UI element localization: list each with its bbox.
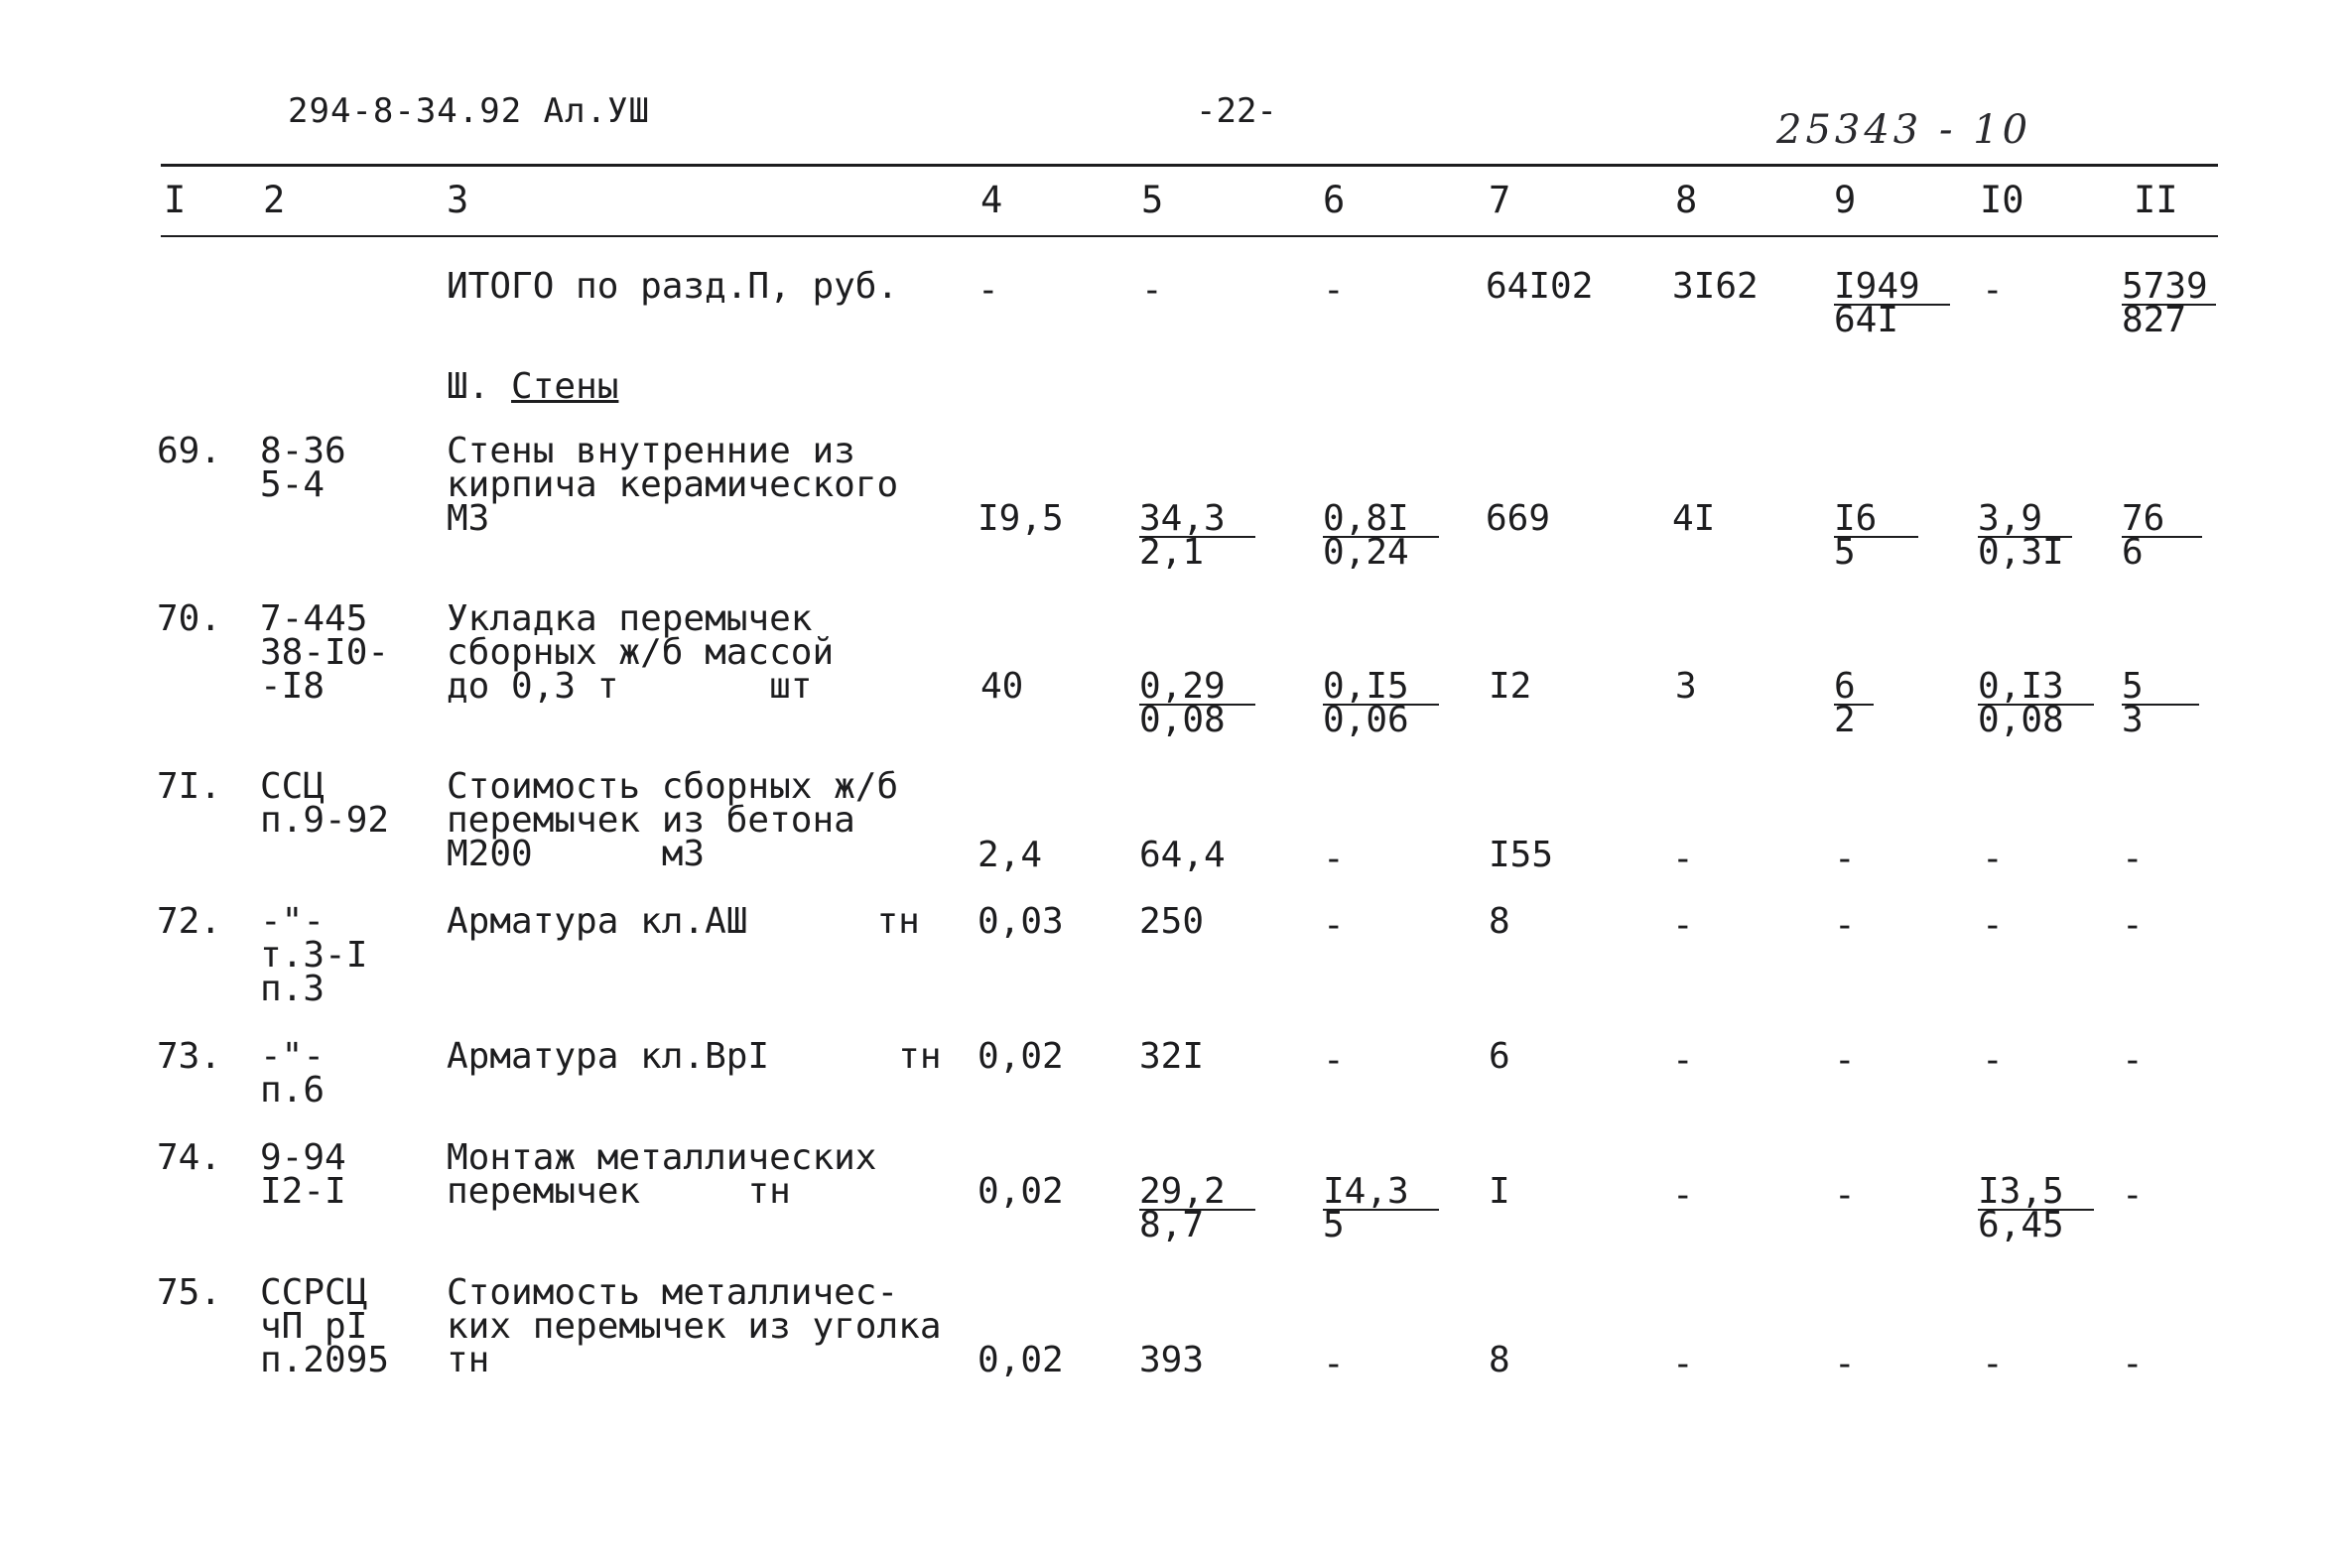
cell-col9: - xyxy=(1834,1344,1856,1384)
cell-col10: - xyxy=(1982,905,2004,946)
cell-col4: 0,03 xyxy=(978,901,1064,942)
document-code: 294-8-34.92 Ал.УШ xyxy=(288,91,650,131)
column-header: 5 xyxy=(1141,179,1164,221)
column-header: 3 xyxy=(447,179,469,221)
numerator: I949 xyxy=(1834,270,1950,306)
cell-col11-fraction xyxy=(2122,266,2216,340)
cell-col10-fraction: $\frac{0,I3}{0,08}$ xyxy=(1978,670,2094,737)
row-description: Арматура кл.АШ тн xyxy=(447,901,920,942)
cell-col9-fraction: $\frac{I6}{5}$ xyxy=(1834,502,1918,570)
section-title: Стены xyxy=(511,366,619,407)
column-header: 7 xyxy=(1489,179,1511,221)
denominator: 827 xyxy=(2122,300,2187,340)
numerator: 5739 xyxy=(2122,270,2216,306)
column-header: I0 xyxy=(1980,179,2024,221)
column-header: 6 xyxy=(1323,179,1346,221)
cell-col4: 2,4 xyxy=(978,835,1043,875)
column-header: 8 xyxy=(1675,179,1698,221)
row-description: Укладка перемычек сборных ж/б массой до 0,3 т шт xyxy=(447,598,835,707)
row-number: 73. xyxy=(157,1036,222,1077)
row-description: Арматура кл.ВрI тн xyxy=(447,1036,942,1077)
cell-col4: 0,02 xyxy=(978,1036,1064,1077)
cell-col6-fraction: $\frac{0,I5}{0,06}$ xyxy=(1323,670,1439,737)
cell-col9: - xyxy=(1834,839,1856,879)
column-header: 9 xyxy=(1834,179,1857,221)
cell-col9: - xyxy=(1834,1040,1856,1081)
cell-col6-fraction: $\frac{I4,3}{5}$ xyxy=(1323,1175,1439,1242)
row-code: -"- п.6 xyxy=(260,1036,326,1111)
cell-col5-fraction: $\frac{29,2}{8,7}$ xyxy=(1139,1175,1255,1242)
cell-col5-fraction: $\frac{34,3}{2,1}$ xyxy=(1139,502,1255,570)
row-code: 9-94 I2-I xyxy=(260,1137,346,1212)
cell-col4: - xyxy=(978,270,999,311)
cell-col8: 3 xyxy=(1675,666,1697,707)
cell-col5: - xyxy=(1141,270,1163,311)
row-code: 7-445 38-I0- -I8 xyxy=(260,598,390,707)
cell-col7: I2 xyxy=(1489,666,1532,707)
section-heading xyxy=(447,366,619,407)
cell-col6: - xyxy=(1323,905,1345,946)
column-header: II xyxy=(2134,179,2178,221)
section-prefix: Ш. xyxy=(447,366,490,407)
cell-col6: - xyxy=(1323,1344,1345,1384)
row-number: 7I. xyxy=(157,766,222,807)
cell-col8: - xyxy=(1672,1344,1694,1384)
column-header: 4 xyxy=(980,179,1003,221)
cell-col9-fraction: $\frac{6}{2}$ xyxy=(1834,670,1874,737)
row-code: ССЦ п.9-92 xyxy=(260,766,390,841)
cell-col9: - xyxy=(1834,1175,1856,1216)
row-description: Стены внутренние из кирпича керамического М3 xyxy=(447,431,899,539)
cell-col4: I9,5 xyxy=(978,498,1064,539)
cell-col11: - xyxy=(2122,1344,2144,1384)
cell-col8: - xyxy=(1672,905,1694,946)
row-code: 8-36 5-4 xyxy=(260,431,346,505)
cell-col10-fraction: $\frac{3,9}{0,3I}$ xyxy=(1978,502,2072,570)
row-number: 70. xyxy=(157,598,222,639)
cell-col10: - xyxy=(1982,839,2004,879)
row-code: -"- т.3-I п.3 xyxy=(260,901,368,1009)
cell-col5: 32I xyxy=(1139,1036,1205,1077)
denominator: 64I xyxy=(1834,300,1899,340)
cell-col4: 40 xyxy=(980,666,1024,707)
row-code: ССРСЦ чП рI п.2095 xyxy=(260,1272,390,1380)
row-description: Монтаж металлических перемычек тн xyxy=(447,1137,877,1212)
cell-col11: - xyxy=(2122,1175,2144,1216)
table-top-rule xyxy=(161,164,2218,167)
row-description: Стоимость металличес- ких перемычек из уголка тн xyxy=(447,1272,942,1380)
cell-col5: 64,4 xyxy=(1139,835,1226,875)
row-description: Стоимость сборных ж/б перемычек из бетона М200 м3 xyxy=(447,766,899,874)
cell-col9: - xyxy=(1834,905,1856,946)
cell-col7: 8 xyxy=(1489,901,1510,942)
column-header: I xyxy=(164,179,187,221)
cell-col10: - xyxy=(1982,1040,2004,1081)
cell-col11-fraction: $\frac{5}{3}$ xyxy=(2122,670,2199,737)
cell-col5: 250 xyxy=(1139,901,1205,942)
cell-col8: - xyxy=(1672,1175,1694,1216)
cell-col11: - xyxy=(2122,1040,2144,1081)
document-number: 25343 - 10 xyxy=(1776,107,2032,153)
cell-col10-fraction: $\frac{I3,5}{6,45}$ xyxy=(1978,1175,2094,1242)
cell-col8: - xyxy=(1672,1040,1694,1081)
cell-col4: 0,02 xyxy=(978,1340,1064,1380)
cell-col7: 669 xyxy=(1486,498,1551,539)
cell-col8: 3I62 xyxy=(1672,266,1759,307)
cell-col7: 64I02 xyxy=(1486,266,1594,307)
cell-col11: - xyxy=(2122,905,2144,946)
cell-col11-fraction: $\frac{76}{6}$ xyxy=(2122,502,2202,570)
cell-col7: I xyxy=(1489,1171,1510,1212)
cell-col7: 6 xyxy=(1489,1036,1510,1077)
column-header: 2 xyxy=(263,179,286,221)
cell-col11: - xyxy=(2122,839,2144,879)
row-number: 72. xyxy=(157,901,222,942)
cell-col4: 0,02 xyxy=(978,1171,1064,1212)
cell-col10: - xyxy=(1982,1344,2004,1384)
cell-col6: - xyxy=(1323,270,1345,311)
cell-col7: 8 xyxy=(1489,1340,1510,1380)
header-bottom-rule xyxy=(161,235,2218,237)
cell-col6-fraction: $\frac{0,8I}{0,24}$ xyxy=(1323,502,1439,570)
row-number: 74. xyxy=(157,1137,222,1178)
cell-col6: - xyxy=(1323,1040,1345,1081)
cell-col8: - xyxy=(1672,839,1694,879)
cell-col7: I55 xyxy=(1489,835,1554,875)
cell-col5: 393 xyxy=(1139,1340,1205,1380)
page-number: -22- xyxy=(1196,91,1277,131)
total-label: ИТОГО по разд.П, руб. xyxy=(447,266,899,307)
cell-col10: - xyxy=(1982,270,2004,311)
cell-col9-fraction xyxy=(1834,266,1950,340)
row-number: 75. xyxy=(157,1272,222,1313)
cell-col8: 4I xyxy=(1672,498,1716,539)
cell-col6: - xyxy=(1323,839,1345,879)
row-number: 69. xyxy=(157,431,222,471)
cell-col5-fraction: $\frac{0,29}{0,08}$ xyxy=(1139,670,1255,737)
